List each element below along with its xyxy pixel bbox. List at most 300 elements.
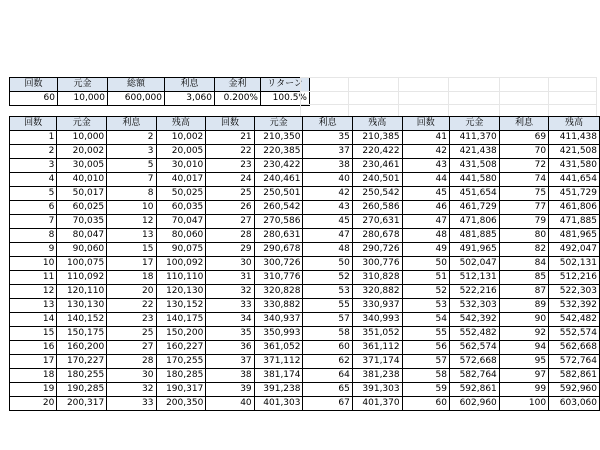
- table-cell[interactable]: 582,861: [549, 369, 600, 383]
- table-cell[interactable]: 310,828: [352, 271, 402, 285]
- table-cell[interactable]: 502,047: [449, 257, 499, 271]
- table-cell[interactable]: 57: [303, 313, 352, 327]
- table-cell[interactable]: 39: [206, 383, 254, 397]
- table-cell[interactable]: 46: [402, 201, 449, 215]
- table-cell[interactable]: 75: [499, 187, 548, 201]
- table-cell[interactable]: 300,776: [352, 257, 402, 271]
- table-cell[interactable]: 49: [402, 243, 449, 257]
- table-cell[interactable]: 65: [303, 383, 352, 397]
- table-cell[interactable]: 190,285: [57, 383, 107, 397]
- table-cell[interactable]: 542,392: [449, 313, 499, 327]
- table-cell[interactable]: 56: [402, 341, 449, 355]
- table-cell[interactable]: 603,060: [549, 397, 600, 411]
- summary-value-cell[interactable]: 10,000: [58, 92, 108, 106]
- table-cell[interactable]: 270,631: [352, 215, 402, 229]
- table-cell[interactable]: 32: [206, 285, 254, 299]
- table-cell[interactable]: 120,110: [57, 285, 107, 299]
- table-cell[interactable]: 391,303: [352, 383, 402, 397]
- table-cell[interactable]: 280,631: [254, 229, 303, 243]
- table-cell[interactable]: 30,010: [156, 159, 206, 173]
- table-cell[interactable]: 20: [107, 285, 156, 299]
- table-cell[interactable]: 421,508: [549, 145, 600, 159]
- table-cell[interactable]: 90,060: [57, 243, 107, 257]
- table-cell[interactable]: 401,303: [254, 397, 303, 411]
- table-cell[interactable]: 32: [107, 383, 156, 397]
- table-cell[interactable]: 40,010: [57, 173, 107, 187]
- table-cell[interactable]: 340,993: [352, 313, 402, 327]
- table-cell[interactable]: 24: [206, 173, 254, 187]
- grid-row: [301, 78, 597, 92]
- table-cell[interactable]: 160,200: [57, 341, 107, 355]
- table-cell[interactable]: 97: [499, 369, 548, 383]
- table-row: [10, 257, 600, 271]
- summary-header-cell[interactable]: 金利: [215, 78, 261, 92]
- table-cell[interactable]: 592,960: [549, 383, 600, 397]
- table-cell[interactable]: 48: [303, 243, 352, 257]
- loan-schedule-table: [9, 116, 600, 411]
- table-cell[interactable]: 95: [499, 355, 548, 369]
- empty-cell[interactable]: [349, 78, 399, 92]
- table-cell[interactable]: 320,882: [352, 285, 402, 299]
- table-cell[interactable]: 89: [499, 299, 548, 313]
- table-cell[interactable]: 361,052: [254, 341, 303, 355]
- table-cell[interactable]: 310,776: [254, 271, 303, 285]
- table-cell[interactable]: 15: [10, 327, 57, 341]
- table-cell[interactable]: 25: [206, 187, 254, 201]
- table-cell[interactable]: 11: [10, 271, 57, 285]
- table-cell[interactable]: 19: [10, 383, 57, 397]
- table-cell[interactable]: 3: [107, 145, 156, 159]
- table-cell[interactable]: 300,726: [254, 257, 303, 271]
- table-cell[interactable]: 80,060: [156, 229, 206, 243]
- table-cell[interactable]: 150,175: [57, 327, 107, 341]
- table-cell[interactable]: 44: [402, 173, 449, 187]
- table-cell[interactable]: 31: [206, 271, 254, 285]
- empty-cell[interactable]: [301, 91, 349, 105]
- table-cell[interactable]: 381,174: [254, 369, 303, 383]
- table-cell[interactable]: 110,092: [57, 271, 107, 285]
- table-cell[interactable]: 23: [107, 313, 156, 327]
- summary-value-cell[interactable]: 600,000: [108, 92, 165, 106]
- table-cell[interactable]: 7: [10, 215, 57, 229]
- table-cell[interactable]: 8: [107, 187, 156, 201]
- table-cell[interactable]: 69: [499, 131, 548, 145]
- table-cell[interactable]: 82: [499, 243, 548, 257]
- table-cell[interactable]: 562,574: [449, 341, 499, 355]
- table-cell[interactable]: 26: [206, 201, 254, 215]
- table-cell[interactable]: 411,370: [449, 131, 499, 145]
- table-cell[interactable]: 230,422: [254, 159, 303, 173]
- table-cell[interactable]: 33: [107, 397, 156, 411]
- table-cell[interactable]: 17: [10, 355, 57, 369]
- table-cell[interactable]: 340,937: [254, 313, 303, 327]
- table-cell[interactable]: 42: [402, 145, 449, 159]
- table-row: [10, 271, 600, 285]
- summary-table: [9, 77, 310, 119]
- table-cell[interactable]: 58: [402, 369, 449, 383]
- column-header-cell[interactable]: 回数: [206, 117, 254, 131]
- summary-header-cell[interactable]: リターン: [261, 78, 310, 92]
- column-header-cell[interactable]: 利息: [499, 117, 548, 131]
- summary-value-row: [10, 92, 310, 106]
- table-row: [10, 383, 600, 397]
- table-cell[interactable]: 2: [10, 145, 57, 159]
- table-cell[interactable]: 441,654: [549, 173, 600, 187]
- table-cell[interactable]: 12: [107, 215, 156, 229]
- table-cell[interactable]: 9: [10, 243, 57, 257]
- table-cell[interactable]: 58: [303, 327, 352, 341]
- table-row: [10, 355, 600, 369]
- table-cell[interactable]: 502,131: [549, 257, 600, 271]
- table-cell[interactable]: 441,580: [449, 173, 499, 187]
- empty-cell[interactable]: [399, 78, 449, 92]
- table-cell[interactable]: 18: [10, 369, 57, 383]
- table-cell[interactable]: 48: [402, 229, 449, 243]
- column-header-cell[interactable]: 元金: [57, 117, 107, 131]
- table-cell[interactable]: 90,075: [156, 243, 206, 257]
- column-header-cell[interactable]: 元金: [449, 117, 499, 131]
- empty-cell[interactable]: [549, 78, 597, 92]
- table-cell[interactable]: 180,285: [156, 369, 206, 383]
- table-cell[interactable]: 30: [107, 369, 156, 383]
- empty-cell[interactable]: [301, 78, 349, 92]
- table-cell[interactable]: 37: [303, 145, 352, 159]
- column-header-cell[interactable]: 回数: [10, 117, 57, 131]
- table-cell[interactable]: 21: [206, 131, 254, 145]
- table-cell[interactable]: 16: [10, 341, 57, 355]
- table-cell[interactable]: 602,960: [449, 397, 499, 411]
- table-cell[interactable]: 572,668: [449, 355, 499, 369]
- summary-value-cell[interactable]: 100.5%: [261, 92, 310, 106]
- table-cell[interactable]: 401,370: [352, 397, 402, 411]
- column-header-cell[interactable]: 残高: [352, 117, 402, 131]
- table-cell[interactable]: 67: [303, 397, 352, 411]
- empty-cell[interactable]: [449, 91, 500, 105]
- table-cell[interactable]: 170,255: [156, 355, 206, 369]
- summary-value-cell[interactable]: 0.200%: [215, 92, 261, 106]
- table-row: [10, 327, 600, 341]
- table-cell[interactable]: 37: [206, 355, 254, 369]
- table-cell[interactable]: 120,130: [156, 285, 206, 299]
- table-cell[interactable]: 50: [402, 257, 449, 271]
- table-cell[interactable]: 51: [402, 271, 449, 285]
- table-cell[interactable]: 200,350: [156, 397, 206, 411]
- table-cell[interactable]: 64: [303, 369, 352, 383]
- summary-value-cell[interactable]: 60: [10, 92, 58, 106]
- column-header-cell[interactable]: 回数: [402, 117, 449, 131]
- table-cell[interactable]: 94: [499, 341, 548, 355]
- table-cell[interactable]: 22: [107, 299, 156, 313]
- table-cell[interactable]: 29: [206, 243, 254, 257]
- table-cell[interactable]: 35: [206, 327, 254, 341]
- table-cell[interactable]: 6: [10, 201, 57, 215]
- table-row: [10, 201, 600, 215]
- table-cell[interactable]: 130,152: [156, 299, 206, 313]
- table-cell[interactable]: 240,501: [352, 173, 402, 187]
- table-cell[interactable]: 47: [402, 215, 449, 229]
- table-cell[interactable]: 54: [402, 313, 449, 327]
- table-cell[interactable]: 18: [107, 271, 156, 285]
- table-cell[interactable]: 52: [402, 285, 449, 299]
- table-cell[interactable]: 84: [499, 257, 548, 271]
- table-cell[interactable]: 350,993: [254, 327, 303, 341]
- table-cell[interactable]: 431,508: [449, 159, 499, 173]
- table-cell[interactable]: 28: [107, 355, 156, 369]
- table-cell[interactable]: 160,227: [156, 341, 206, 355]
- summary-header-cell[interactable]: 元金: [58, 78, 108, 92]
- table-cell[interactable]: 190,317: [156, 383, 206, 397]
- table-cell[interactable]: 74: [499, 173, 548, 187]
- table-cell[interactable]: 45: [402, 187, 449, 201]
- table-cell[interactable]: 90: [499, 313, 548, 327]
- table-cell[interactable]: 552,482: [449, 327, 499, 341]
- table-cell[interactable]: 532,392: [549, 299, 600, 313]
- table-cell[interactable]: 12: [10, 285, 57, 299]
- table-cell[interactable]: 50,017: [57, 187, 107, 201]
- table-cell[interactable]: 100,092: [156, 257, 206, 271]
- table-cell[interactable]: 220,385: [254, 145, 303, 159]
- table-cell[interactable]: 250,542: [352, 187, 402, 201]
- table-cell[interactable]: 471,885: [549, 215, 600, 229]
- table-cell[interactable]: 421,438: [449, 145, 499, 159]
- table-cell[interactable]: 92: [499, 327, 548, 341]
- table-cell[interactable]: 100: [499, 397, 548, 411]
- table-cell[interactable]: 592,861: [449, 383, 499, 397]
- table-cell[interactable]: 80: [499, 229, 548, 243]
- table-cell[interactable]: 481,965: [549, 229, 600, 243]
- table-cell[interactable]: 320,828: [254, 285, 303, 299]
- table-cell[interactable]: 14: [10, 313, 57, 327]
- table-row: [10, 131, 600, 145]
- table-cell[interactable]: 381,238: [352, 369, 402, 383]
- table-cell[interactable]: 371,112: [254, 355, 303, 369]
- table-cell[interactable]: 70,035: [57, 215, 107, 229]
- table-cell[interactable]: 13: [107, 229, 156, 243]
- table-cell[interactable]: 13: [10, 299, 57, 313]
- table-header-row: [10, 117, 600, 131]
- table-cell[interactable]: 30: [206, 257, 254, 271]
- table-cell[interactable]: 150,200: [156, 327, 206, 341]
- table-cell[interactable]: 72: [499, 159, 548, 173]
- empty-cell[interactable]: [399, 91, 449, 105]
- table-cell[interactable]: 60: [402, 397, 449, 411]
- table-cell[interactable]: 27: [206, 215, 254, 229]
- table-cell[interactable]: 79: [499, 215, 548, 229]
- table-cell[interactable]: 43: [303, 201, 352, 215]
- table-cell[interactable]: 33: [206, 299, 254, 313]
- table-cell[interactable]: 8: [10, 229, 57, 243]
- table-cell[interactable]: 230,461: [352, 159, 402, 173]
- table-row: [10, 187, 600, 201]
- table-cell[interactable]: 28: [206, 229, 254, 243]
- table-cell[interactable]: 99: [499, 383, 548, 397]
- table-cell[interactable]: 542,482: [549, 313, 600, 327]
- table-cell[interactable]: 522,216: [449, 285, 499, 299]
- table-cell[interactable]: 22: [206, 145, 254, 159]
- table-cell[interactable]: 38: [206, 369, 254, 383]
- empty-cell[interactable]: [449, 78, 500, 92]
- table-cell[interactable]: 532,303: [449, 299, 499, 313]
- table-cell[interactable]: 43: [402, 159, 449, 173]
- table-cell[interactable]: 53: [402, 299, 449, 313]
- summary-header-cell[interactable]: 利息: [165, 78, 215, 92]
- table-cell[interactable]: 461,729: [449, 201, 499, 215]
- table-cell[interactable]: 70,047: [156, 215, 206, 229]
- table-cell[interactable]: 431,580: [549, 159, 600, 173]
- table-cell[interactable]: 491,965: [449, 243, 499, 257]
- table-cell[interactable]: 220,422: [352, 145, 402, 159]
- empty-cell[interactable]: [549, 91, 597, 105]
- table-cell[interactable]: 25: [107, 327, 156, 341]
- table-cell[interactable]: 290,678: [254, 243, 303, 257]
- table-cell[interactable]: 47: [303, 229, 352, 243]
- table-cell[interactable]: 260,586: [352, 201, 402, 215]
- table-cell[interactable]: 290,726: [352, 243, 402, 257]
- table-cell[interactable]: 4: [10, 173, 57, 187]
- table-cell[interactable]: 53: [303, 285, 352, 299]
- table-cell[interactable]: 62: [303, 355, 352, 369]
- empty-cell[interactable]: [349, 91, 399, 105]
- table-row: [10, 159, 600, 173]
- table-cell[interactable]: 582,764: [449, 369, 499, 383]
- table-cell[interactable]: 200,317: [57, 397, 107, 411]
- table-cell[interactable]: 77: [499, 201, 548, 215]
- table-cell[interactable]: 7: [107, 173, 156, 187]
- table-cell[interactable]: 351,052: [352, 327, 402, 341]
- table-cell[interactable]: 110,110: [156, 271, 206, 285]
- table-cell[interactable]: 70: [499, 145, 548, 159]
- table-row: [10, 299, 600, 313]
- table-cell[interactable]: 5: [10, 187, 57, 201]
- table-cell[interactable]: 40: [303, 173, 352, 187]
- table-cell[interactable]: 55: [303, 299, 352, 313]
- table-row: [10, 229, 600, 243]
- table-cell[interactable]: 57: [402, 355, 449, 369]
- column-header-cell[interactable]: 残高: [156, 117, 206, 131]
- table-cell[interactable]: 130,130: [57, 299, 107, 313]
- table-row: [10, 285, 600, 299]
- table-cell[interactable]: 60: [303, 341, 352, 355]
- summary-header-cell[interactable]: 回数: [10, 78, 58, 92]
- table-cell[interactable]: 552,574: [549, 327, 600, 341]
- table-cell[interactable]: 60,025: [57, 201, 107, 215]
- table-cell[interactable]: 280,678: [352, 229, 402, 243]
- summary-value-cell[interactable]: 3,060: [165, 92, 215, 106]
- table-cell[interactable]: 391,238: [254, 383, 303, 397]
- table-cell[interactable]: 210,385: [352, 131, 402, 145]
- table-cell[interactable]: 250,501: [254, 187, 303, 201]
- table-cell[interactable]: 100,075: [57, 257, 107, 271]
- table-cell[interactable]: 10: [107, 201, 156, 215]
- table-row: [10, 397, 600, 411]
- table-cell[interactable]: 60,035: [156, 201, 206, 215]
- table-cell[interactable]: 20,005: [156, 145, 206, 159]
- table-cell[interactable]: 55: [402, 327, 449, 341]
- empty-cell[interactable]: [500, 78, 549, 92]
- table-cell[interactable]: 140,175: [156, 313, 206, 327]
- column-header-cell[interactable]: 元金: [254, 117, 303, 131]
- table-cell[interactable]: 38: [303, 159, 352, 173]
- table-cell[interactable]: 34: [206, 313, 254, 327]
- table-cell[interactable]: 85: [499, 271, 548, 285]
- table-cell[interactable]: 20: [10, 397, 57, 411]
- table-cell[interactable]: 40,017: [156, 173, 206, 187]
- table-cell[interactable]: 562,668: [549, 341, 600, 355]
- table-cell[interactable]: 80,047: [57, 229, 107, 243]
- table-row: [10, 369, 600, 383]
- summary-header-row: [10, 78, 310, 92]
- table-cell[interactable]: 361,112: [352, 341, 402, 355]
- table-cell[interactable]: 512,131: [449, 271, 499, 285]
- table-cell[interactable]: 50,025: [156, 187, 206, 201]
- table-cell[interactable]: 481,885: [449, 229, 499, 243]
- table-cell[interactable]: 492,047: [549, 243, 600, 257]
- summary-header-cell[interactable]: 総額: [108, 78, 165, 92]
- table-row: [10, 173, 600, 187]
- table-cell[interactable]: 210,350: [254, 131, 303, 145]
- table-cell[interactable]: 87: [499, 285, 548, 299]
- table-cell[interactable]: 1: [10, 131, 57, 145]
- table-cell[interactable]: 411,438: [549, 131, 600, 145]
- table-cell[interactable]: 180,255: [57, 369, 107, 383]
- table-cell[interactable]: 27: [107, 341, 156, 355]
- table-cell[interactable]: 50: [303, 257, 352, 271]
- table-cell[interactable]: 30,005: [57, 159, 107, 173]
- table-cell[interactable]: 170,227: [57, 355, 107, 369]
- table-cell[interactable]: 140,152: [57, 313, 107, 327]
- table-cell[interactable]: 36: [206, 341, 254, 355]
- table-cell[interactable]: 522,303: [549, 285, 600, 299]
- table-cell[interactable]: 23: [206, 159, 254, 173]
- table-cell[interactable]: 270,586: [254, 215, 303, 229]
- table-cell[interactable]: 17: [107, 257, 156, 271]
- column-header-cell[interactable]: 利息: [107, 117, 156, 131]
- table-cell[interactable]: 41: [402, 131, 449, 145]
- table-row: [10, 215, 600, 229]
- empty-grid-area: [300, 77, 597, 119]
- table-cell[interactable]: 10: [10, 257, 57, 271]
- table-cell[interactable]: 572,764: [549, 355, 600, 369]
- table-cell[interactable]: 59: [402, 383, 449, 397]
- table-cell[interactable]: 451,654: [449, 187, 499, 201]
- table-cell[interactable]: 330,882: [254, 299, 303, 313]
- grid-row: [301, 91, 597, 105]
- table-cell[interactable]: 260,542: [254, 201, 303, 215]
- table-cell[interactable]: 45: [303, 215, 352, 229]
- table-cell[interactable]: 15: [107, 243, 156, 257]
- table-cell[interactable]: 512,216: [549, 271, 600, 285]
- table-cell[interactable]: 40: [206, 397, 254, 411]
- table-cell[interactable]: 451,729: [549, 187, 600, 201]
- column-header-cell[interactable]: 利息: [303, 117, 352, 131]
- table-cell[interactable]: 52: [303, 271, 352, 285]
- table-cell[interactable]: 10,002: [156, 131, 206, 145]
- table-cell[interactable]: 330,937: [352, 299, 402, 313]
- table-cell[interactable]: 461,806: [549, 201, 600, 215]
- table-cell[interactable]: 471,806: [449, 215, 499, 229]
- table-cell[interactable]: 5: [107, 159, 156, 173]
- empty-cell[interactable]: [500, 91, 549, 105]
- table-cell[interactable]: 10,000: [57, 131, 107, 145]
- column-header-cell[interactable]: 残高: [549, 117, 600, 131]
- table-cell[interactable]: 3: [10, 159, 57, 173]
- table-cell[interactable]: 35: [303, 131, 352, 145]
- table-cell[interactable]: 371,174: [352, 355, 402, 369]
- table-cell[interactable]: 42: [303, 187, 352, 201]
- table-cell[interactable]: 2: [107, 131, 156, 145]
- table-cell[interactable]: 240,461: [254, 173, 303, 187]
- table-cell[interactable]: 20,002: [57, 145, 107, 159]
